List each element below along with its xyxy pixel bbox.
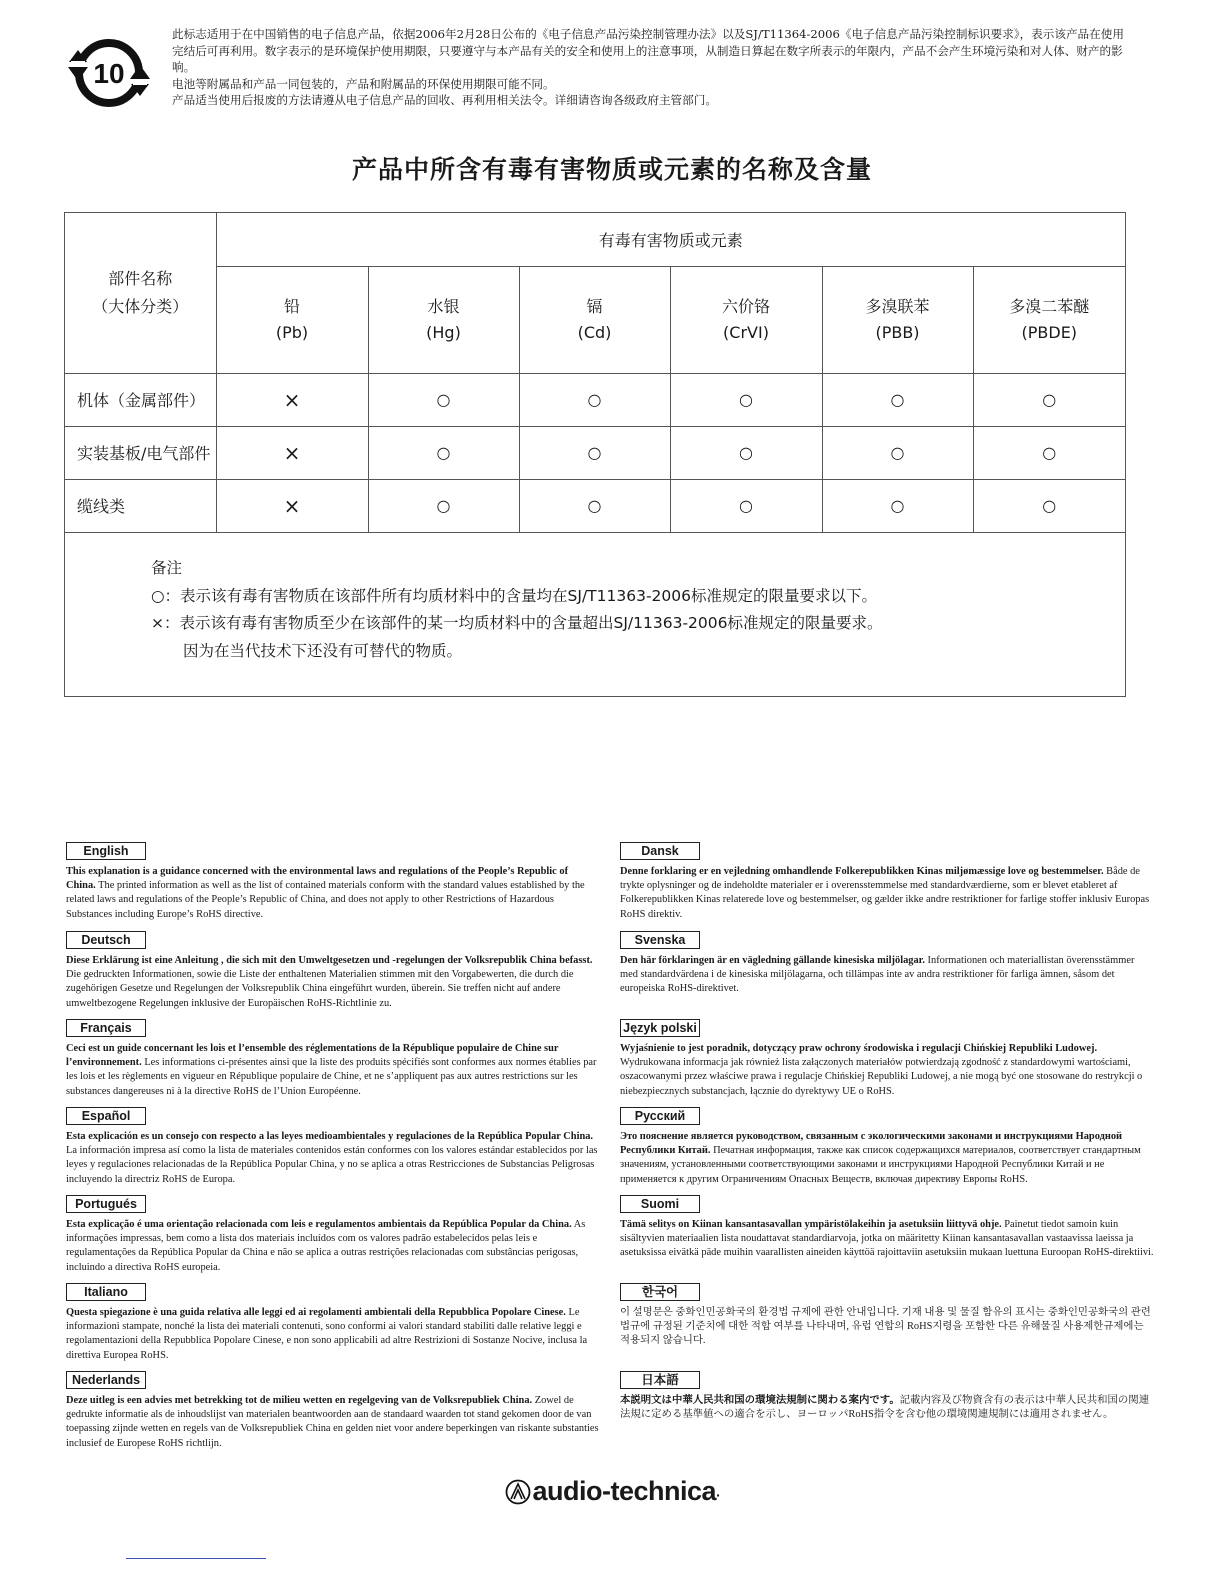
circle-mark: ○: [1042, 496, 1057, 515]
circle-mark: ○: [436, 496, 451, 515]
language-tag: Español: [66, 1107, 146, 1125]
language-text: [66, 1306, 600, 1363]
language-tag: Język polski: [620, 1019, 700, 1037]
circle-mark: ○: [890, 390, 905, 409]
language-text: [66, 1130, 600, 1187]
mark-cell: [216, 479, 368, 532]
language-text-body: Wydrukowana informacja jak również lista załączonych materiałów potwierdzają zgodność z standardowymi wartościami, oszacowanymi przez właściwe prawa i regulacje Chińskiej Republiki Ludowej, a nie mogą być one stosowane do restrykcji o niebezpiecznych substancjach, łącznie do dyrektywy UE o RoHS.: [620, 1057, 1143, 1097]
intro-paragraph: 电池等附属品和产品一同包装的，产品和附属品的环保使用期限可能不同。: [172, 76, 555, 91]
circle-mark: ○: [890, 443, 905, 462]
mark-cell: [670, 373, 822, 426]
substance-name: 铅: [283, 296, 300, 316]
language-tag: 한국어: [620, 1283, 700, 1301]
language-tag: 日本語: [620, 1371, 700, 1389]
language-block: [66, 1371, 600, 1451]
language-tag: Français: [66, 1019, 146, 1037]
substance-symbol: (PBB): [875, 322, 920, 342]
circle-mark: ○: [739, 496, 753, 515]
language-text-body: Les informations ci-présentes ainsi que la liste des produits spécifiés sont conformes aux normes établies par les lois et les règlements en vigueur en République populaire de Chine, et ne s’appliquent pas aux autres restrictions sur les substances dangereuses ni à la directive RoHS de l’Union Européenne.: [66, 1057, 597, 1097]
substance-name: 多溴二苯醚: [1009, 296, 1090, 316]
intro-text: [172, 26, 1132, 109]
substance-name: 镉: [586, 296, 603, 316]
language-text-bold: Denne forklaring er en vejledning omhandlende Folkerepublikken Kinas miljømæssige love og bestemmelser.: [620, 866, 1104, 877]
circle-mark: ○: [1042, 443, 1057, 462]
language-text-body: Både de trykte oplysninger og de indeholdte materialer er i overensstemmelse med standardværdierne, som er blevet etableret af Folkerepublikken Kinas relaterede love og bestemmelser, og gælder ikke andre restriktioner for farlige stoffer inklusiv Europas RoHS direktiv.: [620, 866, 1150, 920]
language-text-body: 이 설명문은 중화인민공화국의 환경법 규제에 관한 안내입니다. 기재 내용 및 물질 함유의 표시는 중화인민공화국의 관련 법규에 규정된 기준치에 대한 적합 여부를 나타내며, 유럽 연합의 RoHS지령을 포함한 다른 유해물질 사용제한규제에는 적용되지 않습니다.: [620, 1307, 1151, 1347]
substance-header: [368, 266, 519, 373]
part-name-cell: 实装基板/电气部件: [65, 426, 216, 479]
language-text-body: La información impresa así como la lista de materiales contenidos están conformes con los valores estándar establecidos por las leyes y regulaciones relacionadas de la República Popular China, y no se aplica a otras Restricciones de Substancias Peligrosas incluyendo la directriz RoHS de Europa.: [66, 1145, 598, 1185]
bottom-rule: [126, 1558, 266, 1559]
language-text-body: Informationen och materiallistan överensstämmer med standardvärdena i de kinesiska miljölagarna, och tillämpas inte av andra restriktioner för farliga ämnen, såsom det europeiska RoHS-direktivet.: [620, 955, 1135, 995]
language-tag: Dansk: [620, 842, 700, 860]
language-block: [620, 1371, 1154, 1422]
language-text-body: Le informazioni stampate, nonché la lista dei materiali contenuti, sono conformi ai valori standard stabiliti dalle relative leggi e regolamentazioni della Repubblica Popolare Cinese, e non sono applicabili ad altre Restrizioni di Sostanze Nocive, inclusa la direttiva Europea RoHS.: [66, 1307, 588, 1361]
circle-mark: ○: [739, 390, 753, 409]
substance-table: [64, 212, 1126, 697]
language-text: [620, 954, 1154, 997]
circle-mark: ○: [890, 496, 905, 515]
language-text: [66, 954, 600, 1011]
mark-cell: [368, 426, 519, 479]
circle-mark: ○: [436, 390, 451, 409]
table-row: [65, 479, 1125, 532]
note-x-text: 表示该有毒有害物质至少在该部件的某一均质材料中的含量超出SJ/11363-2006标准规定的限量要求。: [179, 614, 883, 632]
language-block: [66, 1195, 600, 1275]
mark-cell: [519, 373, 670, 426]
circle-mark: ○: [739, 443, 753, 462]
note-o: [151, 583, 882, 611]
substance-symbol: (Cd): [577, 322, 612, 342]
mark-cell: [368, 479, 519, 532]
language-text: [620, 1042, 1154, 1099]
notes: [151, 555, 882, 665]
part-header-line1: 部件名称: [108, 268, 173, 288]
language-text: [66, 1218, 600, 1275]
substance-header: [822, 266, 973, 373]
language-block: [620, 1195, 1154, 1261]
part-header-line2: （大体分类）: [92, 296, 189, 316]
table-row: [65, 373, 1125, 426]
language-tag: Svenska: [620, 931, 700, 949]
cross-mark: ×: [283, 440, 301, 465]
language-text-bold: This explanation is a guidance concerned with the environmental laws and regulations of the People’s Republic of China.: [66, 866, 569, 892]
language-text: [66, 1394, 600, 1451]
language-block: [620, 1107, 1154, 1187]
language-tag: Deutsch: [66, 931, 146, 949]
language-text-body: Zowel de gedrukte informatie als de inhoudslijst van materialen beantwoorden aan de standaard waarden tot stand gekomen door de van toepassing zijnde wetten en regels van de Volksrepubliek China en gelden niet voor andere beperkingen van riskante substanties inclusief de Europese RoHS richtlijn.: [66, 1395, 599, 1449]
language-text-body: As informações impressas, bem como a lista dos materiais incluídos com os valores padrão estabelecidos pelas leis e regulamentações da República Popular da China e não se aplica a outras restrições relacionadas com substâncias perigosas, incluindo a directiva RoHS europeia.: [66, 1219, 586, 1273]
mark-cell: [519, 426, 670, 479]
note-o-label: ○：: [151, 586, 181, 605]
language-block: [66, 1283, 600, 1363]
circle-mark: ○: [587, 496, 602, 515]
language-text-bold: Questa spiegazione è una guida relativa alle leggi ed ai regolamenti ambientali della Repubblica Popolare Cinese.: [66, 1307, 566, 1318]
language-text: [66, 865, 600, 922]
period-number: 10: [93, 58, 125, 89]
note-x-continued: 因为在当代技术下还没有可替代的物质。: [183, 641, 463, 660]
mark-cell: [519, 479, 670, 532]
language-block: [620, 1019, 1154, 1099]
mark-cell: [822, 426, 973, 479]
language-tag: Русский: [620, 1107, 700, 1125]
mark-cell: [973, 373, 1125, 426]
mark-cell: [216, 373, 368, 426]
part-name-cell: 缆线类: [65, 479, 216, 532]
language-text-body: 記載内容及び物資含有の表示は中華人民共和国の関連法規に定める基準値への適合を示し、ヨーロッパRoHS指令を含む他の環境関連規制には適用されません。: [620, 1395, 1150, 1421]
page-title: 产品中所含有毒有害物质或元素的名称及含量: [351, 155, 872, 184]
mark-cell: [822, 373, 973, 426]
circle-mark: ○: [587, 443, 602, 462]
note-x-label: ×：: [151, 614, 180, 632]
language-tag: Portugués: [66, 1195, 146, 1213]
language-block: [620, 842, 1154, 922]
language-tag: English: [66, 842, 146, 860]
language-block: [620, 931, 1154, 997]
language-block: [66, 842, 600, 922]
mark-cell: [973, 479, 1125, 532]
language-block: [66, 931, 600, 1011]
substance-symbol: (Hg): [426, 322, 461, 342]
mark-cell: [216, 426, 368, 479]
language-text-bold: 本説明文は中華人民共和国の環境法規制に関わる案内です。: [620, 1395, 900, 1406]
language-text: [620, 1218, 1154, 1261]
intro-paragraph: 产品适当使用后报废的方法请遵从电子信息产品的回收、再利用相关法令。详细请咨询各级政府主管部门。: [172, 93, 717, 107]
language-text-bold: Diese Erklärung ist eine Anleitung , die sich mit den Umweltgesetzen und -regelungen der Volksrepublik China befasst.: [66, 955, 593, 966]
mark-cell: [973, 426, 1125, 479]
substance-header: [670, 266, 822, 373]
brand-name: audio-technica: [532, 1476, 717, 1506]
mark-cell: [368, 373, 519, 426]
audio-technica-icon: [505, 1479, 531, 1505]
language-text-bold: Esta explicação é uma orientação relacionada com leis e regulamentos ambientais da República Popular da China.: [66, 1219, 572, 1230]
substance-name: 六价铬: [721, 296, 770, 316]
part-name-header: [65, 213, 216, 373]
environment-protection-period-logo: [66, 30, 152, 116]
language-block: [66, 1107, 600, 1187]
substance-name: 水银: [427, 296, 460, 316]
language-text-bold: Wyjaśnienie to jest poradnik, dotyczący praw ochrony środowiska i regulacji Chińskiej Republiki Ludowej.: [620, 1043, 1098, 1054]
language-text-bold: Esta explicación es un consejo con respecto a las leyes medioambientales y regulaciones de la República Popular China.: [66, 1131, 594, 1142]
brand-logo: [0, 1476, 1224, 1507]
intro-paragraph: 此标志适用于在中国销售的电子信息产品，依据2006年2月28日公布的《电子信息产品污染控制管理办法》以及SJ/T11364-2006《电子信息产品污染控制标识要求》，表示该产品在使用完结后可再利用。数字表示的是环境保护使用期限，只要遵守与本产品有关的安全和使用上的注意事项，从制造日算起在数字所表示的年限内，产品不会产生环境污染和对人体、财产的影响。: [172, 27, 1124, 74]
language-block: [66, 1019, 600, 1099]
notes-heading: 备注: [151, 559, 183, 577]
language-tag: Nederlands: [66, 1371, 146, 1389]
part-name-cell: 机体（金属部件）: [65, 373, 216, 426]
language-text-bold: Den här förklaringen är en vägledning gällande kinesiska miljölagar.: [620, 955, 925, 966]
table-row: [65, 426, 1125, 479]
language-text-body: Painetut tiedot samoin kuin sisältyvien materiaalien lista noudattavat standardiarvoja, jotka on määritetty Kiinan kansantasavallan vastaavissa laeissa ja asetuksissa eivätkä päde muihin vaarallisten aineiden käyttöä rajoittaviin asetuksiin mukaan luettuna Euroopan RoHS-direktiivi.: [620, 1219, 1154, 1259]
language-text: [620, 1394, 1154, 1422]
language-tag: Italiano: [66, 1283, 146, 1301]
note-o-text: 表示该有毒有害物质在该部件所有均质材料中的含量均在SJ/T11363-2006标准规定的限量要求以下。: [180, 586, 877, 605]
language-text-body: Die gedruckten Informationen, sowie die Liste der enthaltenen Materialien stimmen mit den Vorgabewerten, die durch die zugehörigen Gesetze und Regelungen der Volksrepublik China eingeführt wurden, überein. Sie treffen nicht auf andere umweltbezogene Regelungen inklusive der Europäischen RoHS-Richtlinie zu.: [66, 969, 574, 1009]
substance-name: 多溴联苯: [865, 296, 930, 316]
substance-header: [216, 266, 368, 373]
substance-header: [519, 266, 670, 373]
language-text-bold: Это пояснение является руководством, связанным с экологическими законами и инструкциями Народной Республики Китай.: [620, 1131, 1123, 1157]
language-text-bold: Deze uitleg is een advies met betrekking tot de milieu wetten en regelgeving van de Volksrepubliek China.: [66, 1395, 533, 1406]
language-text-bold: Tämä selitys on Kiinan kansantasavallan ympäristölakeihin ja asetuksiin liittyvä ohje.: [620, 1219, 1002, 1230]
language-text-body: Печатная информация, также как список содержащихся материалов, соответствует стандартным значениям, установленными соответствующими законами и инструкциями Народной Республики Китай и не применяется к другим Ограничениям Опасных Веществ, включая директиву Европы RoHS.: [620, 1145, 1141, 1185]
language-text: [620, 865, 1154, 922]
language-tag: Suomi: [620, 1195, 700, 1213]
mark-cell: [670, 426, 822, 479]
substance-symbol: (PBDE): [1021, 322, 1078, 342]
cross-mark: ×: [283, 387, 301, 412]
mark-cell: [822, 479, 973, 532]
language-text: [620, 1306, 1154, 1349]
substance-symbol: (Pb): [275, 322, 309, 342]
group-header: 有毒有害物质或元素: [216, 213, 1125, 266]
circle-mark: ○: [587, 390, 602, 409]
cross-mark: ×: [283, 493, 301, 518]
circle-mark: ○: [1042, 390, 1057, 409]
brand-suffix: .: [716, 1483, 720, 1500]
language-block: [620, 1283, 1154, 1349]
language-text: [620, 1130, 1154, 1187]
note-x: [151, 610, 882, 638]
language-text-bold: Ceci est un guide concernant les lois et l’ensemble des réglementations de la République populaire de Chine sur l’environnement.: [66, 1043, 559, 1069]
substance-symbol: (CrVI): [723, 322, 769, 342]
circle-mark: ○: [436, 443, 451, 462]
language-text: [66, 1042, 600, 1099]
substance-header: [973, 266, 1125, 373]
language-text-body: The printed information as well as the list of contained materials conform with the standard values established by the related laws and regulations of the People’s Republic of China, and does not apply to other Restrictions of Hazardous Substances including Europe’s RoHS directive.: [66, 880, 585, 920]
mark-cell: [670, 479, 822, 532]
